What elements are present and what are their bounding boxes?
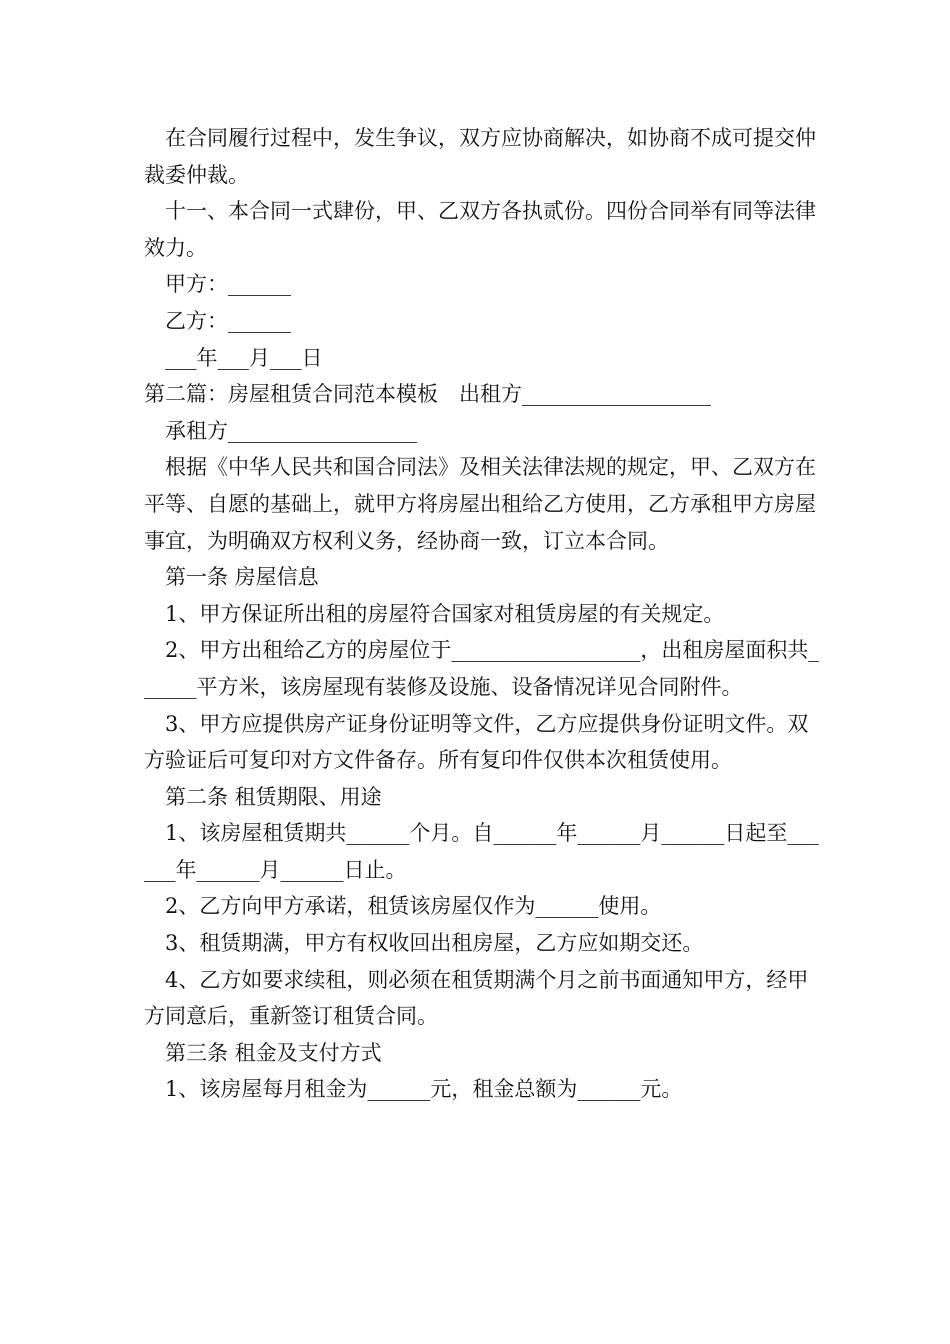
paragraph-preamble: 根据《中华人民共和国合同法》及相关法律法规的规定，甲、乙双方在平等、自愿的基础上，就甲方将房屋出租给乙方使用，乙方承租甲方房屋事宜，为明确双方权利义务，经协商一致，订立本合同。 [144,455,816,553]
article-2-heading: 第二条 租赁期限、用途 [165,784,382,809]
article-1-item-3: 3、甲方应提供房产证身份证明等文件，乙方应提供身份证明文件。双方验证后可复印对方文件备存。所有复印件仅供本次租赁使用。 [144,711,809,773]
article-2-item-4: 4、乙方如要求续租，则必须在租赁期满个月之前书面通知甲方，经甲方同意后，重新签订租赁合同。 [144,967,809,1029]
party-b-line: 乙方：______ [165,308,291,333]
party-a-line: 甲方：______ [165,272,291,297]
article-2-item-2: 2、乙方向甲方承诺，租赁该房屋仅作为______使用。 [165,894,662,919]
article-2-item-1: 1、该房屋租赁期共______个月。自______年______月______日起至______年______月______日止。 [144,821,819,882]
lessee-line: 承租方__________________ [165,418,417,443]
paragraph-dispute: 在合同履行过程中，发生争议，双方应协商解决，如协商不成可提交仲裁委仲裁。 [144,126,816,187]
article-2-item-3: 3、租赁期满，甲方有权收回出租房屋，乙方应如期交还。 [165,931,704,956]
section-title-second: 第二篇：房屋租赁合同范本模板 出租方__________________ [144,382,711,407]
document-body [144,120,824,1108]
article-1-item-2: 2、甲方出租给乙方的房屋位于__________________，出租房屋面积共______平方米，该房屋现有装修及设施、设备情况详见合同附件。 [144,638,819,699]
article-3-item-1: 1、该房屋每月租金为______元，租金总额为______元。 [165,1077,683,1102]
article-3-heading: 第三条 租金及支付方式 [165,1040,382,1065]
article-1-item-1: 1、甲方保证所出租的房屋符合国家对租赁房屋的有关规定。 [165,601,725,626]
date-line: ___年___月___日 [165,345,323,370]
paragraph-copies: 十一、本合同一式肆份，甲、乙双方各执贰份。四份合同举有同等法律效力。 [144,199,816,260]
article-1-heading: 第一条 房屋信息 [165,565,319,590]
